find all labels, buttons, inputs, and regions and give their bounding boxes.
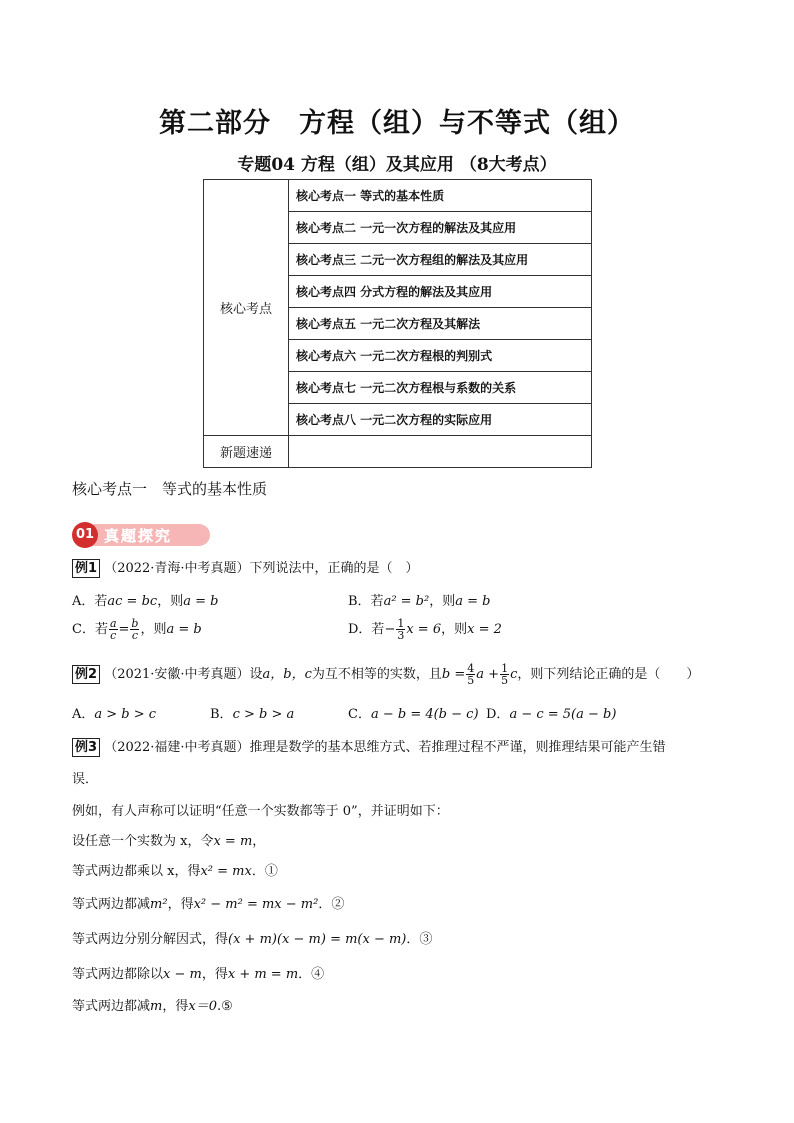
proof-step-3: 等式两边分别分解因式，得(x + m)(x − m) = m(x − m)．③ bbox=[72, 932, 433, 947]
option-a: A．若ac = bc，则a = b bbox=[72, 594, 219, 609]
toc-item: 核心考点三 二元一次方程组的解法及其应用 bbox=[289, 244, 592, 276]
proof-step-0: 设任意一个实数为 x，令x = m， bbox=[72, 834, 266, 849]
toc-item: 核心考点二 一元一次方程的解法及其应用 bbox=[289, 212, 592, 244]
example-tag: 例3 bbox=[72, 738, 100, 757]
example-tag: 例1 bbox=[72, 559, 100, 578]
option-c: C．若 $\frac{a}{c}$ = $\frac{b}{c}$ ，则a = b bbox=[72, 617, 202, 642]
page-title: 第二部分 方程（组）与不等式（组） bbox=[159, 108, 635, 139]
example-2-option-d: D．a − c = 5(a − b) bbox=[486, 707, 617, 722]
proof-intro: 例如，有人声称可以证明“任意一个实数都等于 0”，并证明如下： bbox=[72, 804, 449, 819]
section-banner bbox=[72, 522, 212, 548]
toc-new-label: 新题速递 bbox=[204, 436, 289, 468]
example-2-option-b: B．c > b > a bbox=[210, 707, 295, 722]
toc-item: 核心考点六 一元二次方程根的判别式 bbox=[289, 340, 592, 372]
banner-number: 01 bbox=[72, 522, 98, 548]
toc-item: 核心考点四 分式方程的解法及其应用 bbox=[289, 276, 592, 308]
example-3-stem: 例3 （2022·福建·中考真题）推理是数学的基本思维方式、若推理过程不严谨，则推理结果可能产生错 bbox=[72, 736, 666, 757]
toc-item: 核心考点七 一元二次方程根与系数的关系 bbox=[289, 372, 592, 404]
proof-step-2: 等式两边都减m²，得x² − m² = mx − m²．② bbox=[72, 897, 345, 912]
proof-step-4: 等式两边都除以x − m，得x + m = m．④ bbox=[72, 967, 325, 982]
example-3-stem-cont: 误． bbox=[72, 772, 99, 787]
page-subtitle: 专题04 方程（组）及其应用 （8大考点） bbox=[237, 155, 557, 175]
toc-item: 核心考点一 等式的基本性质 bbox=[289, 180, 592, 212]
example-tag: 例2 bbox=[72, 665, 100, 684]
option-d: D．若− $\frac{1}{3}$ x = 6，则x = 2 bbox=[348, 617, 502, 642]
toc-new-cell bbox=[289, 436, 592, 468]
toc-item: 核心考点五 一元二次方程及其解法 bbox=[289, 308, 592, 340]
toc-group-label: 核心考点 bbox=[204, 180, 289, 436]
proof-step-1: 等式两边都乘以 x，得x² = mx．① bbox=[72, 864, 278, 879]
example-1-stem: 例1 （2022·青海·中考真题）下列说法中，正确的是（ ） bbox=[72, 557, 419, 578]
example-2-stem: 例2 （2021·安徽·中考真题）设a，b，c为互不相等的实数，且b = $\frac{4}{5}$ a + $\frac{1}{5}$ c，则下列结论正确的是（ ） bbox=[72, 663, 699, 686]
banner-text: 真题探究 bbox=[104, 527, 173, 545]
section-title: 核心考点一 等式的基本性质 bbox=[72, 480, 268, 498]
proof-step-5: 等式两边都减m，得x＝0.⑤ bbox=[72, 999, 233, 1014]
topic-table bbox=[203, 179, 592, 468]
example-2-option-a: A．a > b > c bbox=[72, 707, 157, 722]
toc-item: 核心考点八 一元二次方程的实际应用 bbox=[289, 404, 592, 436]
option-b: B．若a² = b²，则a = b bbox=[348, 594, 491, 609]
example-2-option-c: C．a − b = 4(b − c) bbox=[348, 707, 479, 722]
